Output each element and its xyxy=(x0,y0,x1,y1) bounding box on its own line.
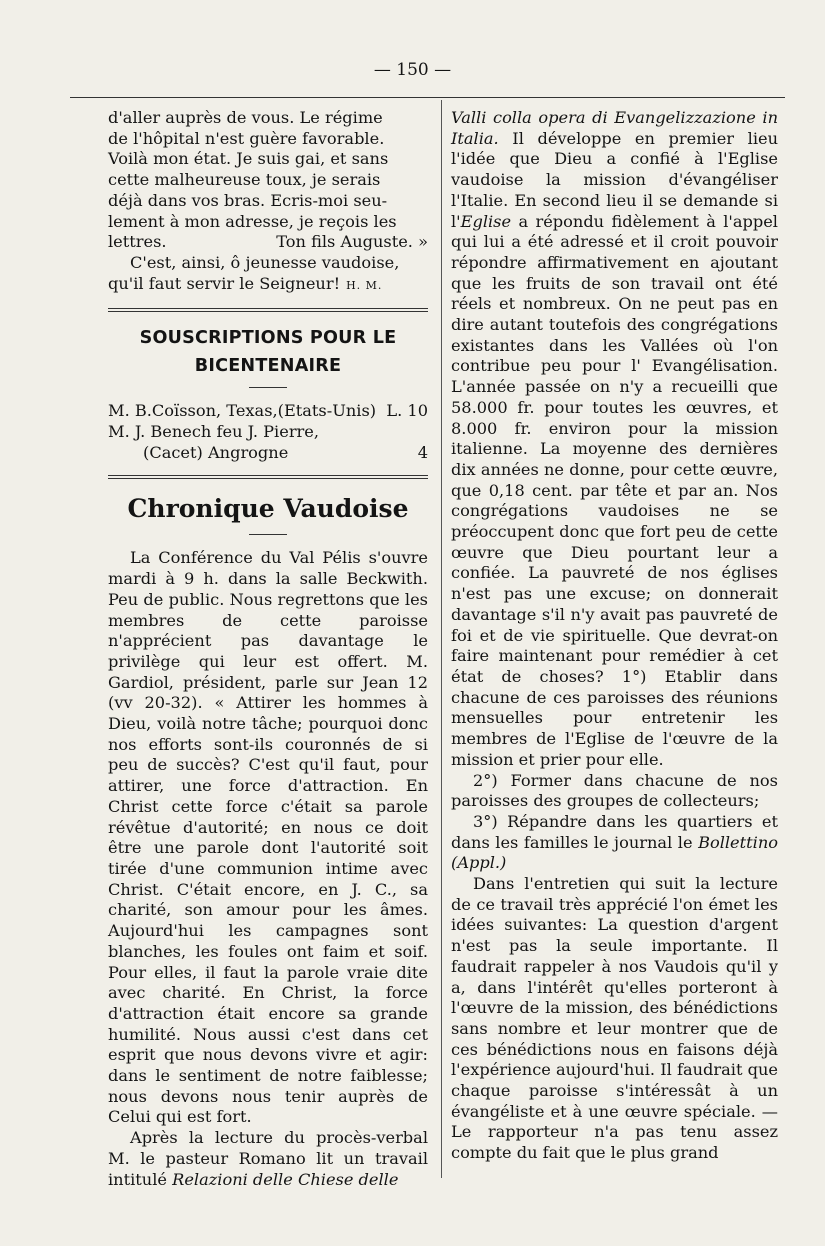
subscription-amount: 4 xyxy=(417,442,428,462)
italic-title: Valli colla opera di Evangelizzazione in Italia. xyxy=(451,108,778,148)
text-line: de l'hôpital n'est guère favorable. xyxy=(108,128,385,148)
right-column xyxy=(451,108,778,1164)
subscriber-name: M. B.Coïsson, Texas,(Etats-Unis) xyxy=(108,401,377,421)
text-line: Voilà mon état. Je suis gai, et sans xyxy=(108,149,389,169)
chronicle-paragraph xyxy=(108,1128,428,1190)
text-span: a répondu fidèlement à l'appel qui lui a été adressé et il croit pouvoir répondre affirmativement en ajoutant que les fruits de son travail ont été réels et nombreux. On ne peut pas en dire autant toutefois des congrégations existantes dans les Vallées où l'on contribue peu pour l' Evangélisation. L'année passée on n'y a recueilli que 58.000 fr. pour toutes les œuvres, et 8.000 fr. environ pour la mission italienne. La moyenne des dernières dix années ne donne, pour cette œuvre, que 0,18 cent. par tête et par an. Nos congrégations vaudoises ne se préoccupent donc que fort peu de cette œuvre que Dieu pourtant leur a confiée. La pauvreté de nos églises n'est pas une excuse; on donnerait davantage s'il n'y avait pas pauvreté de foi et de vie spirituelle. Que devrat-on faire maintenant pour remédier à cet état de choses? 1°) Etablir dans chacune de ces paroisses des réunions mensuelles pour entretenir les membres de l'Eglise de l'œuvre de la mission et prier pour elle. xyxy=(451,211,778,769)
letter-continuation xyxy=(108,108,428,296)
header-rule xyxy=(70,97,785,98)
subscription-entry xyxy=(108,443,428,464)
closing-line xyxy=(108,274,428,297)
subscription-entry xyxy=(108,401,428,422)
chronicle-paragraph: La Conférence du Val Pélis s'ouvre mardi à 9 h. dans la salle Beckwith. Peu de public. Nous regrettons que les membres de cette paroisse n'apprécient pas davantage le privilège qui leur est offert. M. Gardiol, président, parle sur Jean 12 (vv 20-32). « Attirer les hommes à Dieu, voilà notre tâche; pourquoi donc nos efforts sont-ils couronnés de si peu de succès? C'est qu'il faut, pour attirer, une force d'attraction. En Christ cette force c'était sa parole révêtue d'autorité; en nous ce doit être une parole dont l'autorité soit tirée d'une communion intime avec Christ. C'était encore, en J. C., sa charité, son amour pour les âmes. Aujourd'hui les campagnes sont blanches, les foules ont faim et soif. Pour elles, il faut la parole vraie dite avec charité. En Christ, la force d'attraction était encore sa grande humilité. Nous aussi c'est dans cet esprit que nous devons vivre et agir: dans le sentiment de notre faiblesse; nous devons nous tenir auprès de Celui qui est fort. xyxy=(108,548,428,1127)
numbered-item: 2°) Former dans chacune de nos paroisses des groupes de collecteurs; xyxy=(451,770,778,811)
subscriber-name: M. J. Benech feu J. Pierre, xyxy=(108,422,320,442)
subscription-list xyxy=(108,401,428,463)
numbered-item xyxy=(451,812,778,874)
subscription-amount: L. 10 xyxy=(386,401,428,421)
text-span: Il développe en premier lieu l'idée que Dieu a confié à l'Eglise vaudoise la mission d'évangéliser l'Italie. En second lieu il se demande si l' xyxy=(451,128,778,231)
text-span: 3°) Répandre dans les quartiers et dans les familles le journal le xyxy=(451,811,778,852)
left-column xyxy=(108,108,428,1190)
column-divider xyxy=(441,100,442,1178)
letter-signature: Ton fils Auguste. » xyxy=(276,232,428,252)
text-line: d'aller auprès de vous. Le régime xyxy=(108,108,383,127)
title-underline xyxy=(249,534,287,535)
text-span: lettres. xyxy=(108,232,167,252)
page-number: — 150 — xyxy=(373,60,452,80)
subscriptions-heading: SOUSCRIPTIONS POUR LE BICENTENAIRE xyxy=(139,328,397,377)
title-underline xyxy=(249,387,287,388)
chronicle-paragraph xyxy=(451,108,778,771)
italic-word: Eglise xyxy=(460,211,512,231)
chronicle-paragraph: Dans l'entretien qui suit la lecture de ce travail très apprécié l'on émet les idées suivantes: La question d'argent n'est pas la seule importante. Il faudrait rappeler à nos Vaudois qu'il y a, dans l'intérêt qu'elles porteront à l'œuvre de la mission, des bénédictions sans nombre et leur montrer que de ces bénédictions nous en faisons déjà l'expérience aujourd'hui. Il faudrait que chaque paroisse s'intéressât à un évangéliste et à une œuvre spéciale. — Le rapporteur n'a pas tenu assez compte du fait que le plus grand xyxy=(451,874,778,1163)
letter-signoff-line xyxy=(108,232,428,253)
text-span: Après la lecture du procès-verbal M. le pasteur Romano lit un travail intitulé xyxy=(108,1128,428,1189)
subscriber-location: (Cacet) Angrogne xyxy=(143,442,289,462)
author-initials: H. M. xyxy=(346,278,383,292)
chronicle-heading: Chronique Vaudoise xyxy=(127,494,409,524)
text-line: cette malheureuse toux, je serais xyxy=(108,170,381,190)
section-divider xyxy=(108,475,428,479)
italic-title: Relazioni delle Chiese delle xyxy=(172,1169,399,1189)
text-line: déjà dans vos bras. Ecris-moi seu- xyxy=(108,190,388,210)
italic-title: Bollettino (Appl.) xyxy=(451,832,778,873)
closing-line: C'est, ainsi, ô jeunesse vaudoise, xyxy=(130,252,400,272)
text-span: qu'il faut servir le Seigneur! xyxy=(108,273,341,293)
text-line: lement à mon adresse, je reçois les xyxy=(108,211,397,231)
section-divider xyxy=(108,308,428,312)
